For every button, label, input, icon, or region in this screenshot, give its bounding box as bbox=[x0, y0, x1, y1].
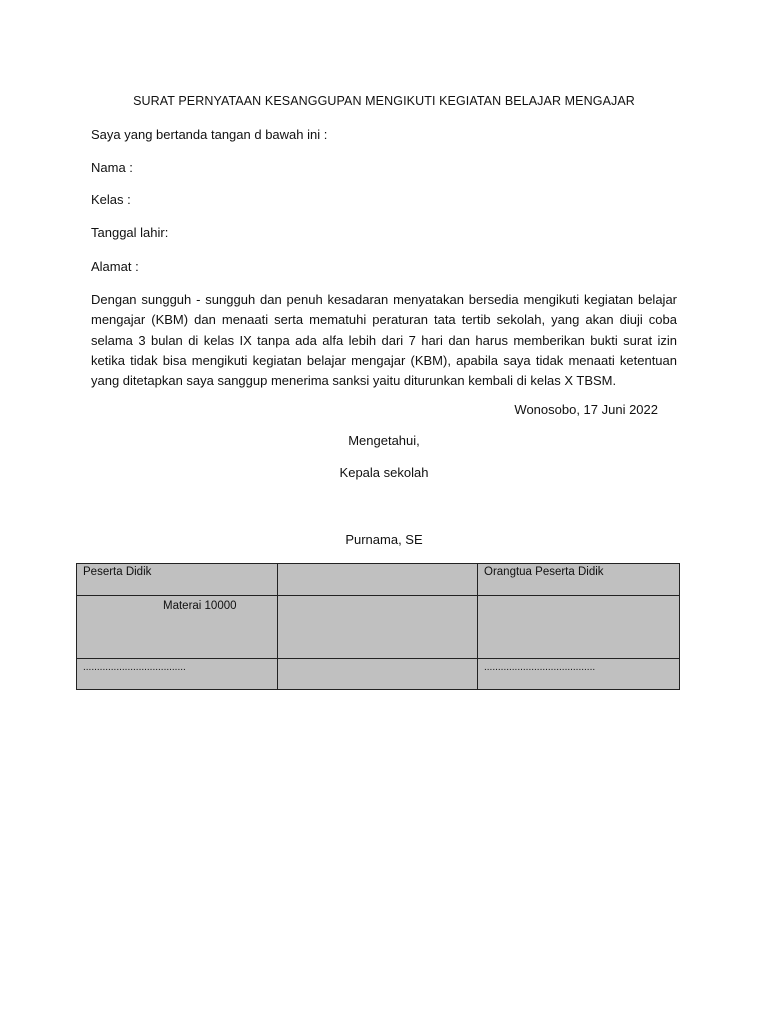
principal-title: Kepala sekolah bbox=[339, 465, 429, 480]
stamp-label: Materai 10000 bbox=[163, 600, 237, 612]
principal-name: Purnama, SE bbox=[345, 532, 423, 547]
student-signature-cell bbox=[77, 596, 278, 659]
field-kelas: Kelas : bbox=[91, 192, 131, 207]
document-title: SURAT PERNYATAAN KESANGGUPAN MENGIKUTI KEGIATAN BELAJAR MENGAJAR bbox=[133, 94, 635, 108]
student-header-cell: Peserta Didik bbox=[77, 564, 278, 596]
field-nama: Nama : bbox=[91, 160, 133, 175]
field-tanggal-lahir: Tanggal lahir: bbox=[91, 225, 169, 240]
acknowledged-label: Mengetahui, bbox=[348, 433, 420, 448]
middle-name-cell bbox=[278, 659, 478, 690]
parent-name-dots: ........................................ bbox=[484, 662, 596, 673]
middle-header-cell bbox=[278, 564, 478, 596]
parent-signature-cell bbox=[478, 596, 680, 659]
signature-table bbox=[76, 563, 680, 690]
parent-header-cell: Orangtua Peserta Didik bbox=[478, 564, 680, 596]
parent-name-cell bbox=[478, 659, 680, 690]
intro-line: Saya yang bertanda tangan d bawah ini : bbox=[91, 127, 328, 142]
student-name-dots: ..................................... bbox=[83, 662, 186, 673]
place-date: Wonosobo, 17 Juni 2022 bbox=[514, 402, 658, 417]
student-name-cell bbox=[77, 659, 278, 690]
middle-signature-cell bbox=[278, 596, 478, 659]
statement-paragraph: Dengan sungguh - sungguh dan penuh kesadaran menyatakan bersedia mengikuti kegiatan belajar mengajar (KBM) dan menaati serta mematuhi peraturan tata tertib sekolah, yang akan diuji coba selama 3 bulan di kelas IX tanpa ada alfa lebih dari 7 hari dan harus memberikan bukti surat izin ketika tidak bisa mengikuti kegiatan belajar mengajar (KBM), apabila saya tidak menaati ketentuan yang ditetapkan saya sanggup menerima sanksi yaitu diturunkan kembali di kelas X TBSM. bbox=[91, 292, 677, 389]
field-alamat: Alamat : bbox=[91, 259, 139, 274]
signature-header-row bbox=[77, 564, 680, 596]
signature-space-row bbox=[77, 596, 680, 659]
signature-name-row bbox=[77, 659, 680, 690]
